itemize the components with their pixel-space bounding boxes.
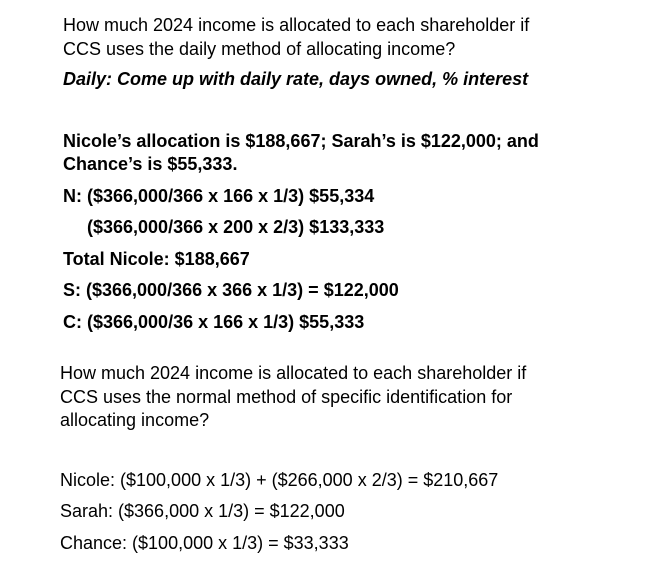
question-2-line-2: CCS uses the normal method of specific identification for — [60, 387, 513, 407]
chance-specific-calc: Chance: ($100,000 x 1/3) = $33,333 — [60, 533, 349, 553]
question-2-line-3: allocating income? — [60, 410, 210, 430]
chance-daily-calc: C: ($366,000/36 x 166 x 1/3) $55,333 — [63, 312, 365, 332]
question-2-line-1: How much 2024 income is allocated to each shareholder if — [60, 363, 527, 383]
sarah-daily-calc: S: ($366,000/366 x 366 x 1/3) = $122,000 — [63, 280, 399, 300]
nicole-daily-total: Total Nicole: $188,667 — [63, 249, 250, 269]
daily-method-note: Daily: Come up with daily rate, days owned, % interest — [63, 69, 529, 89]
question-1-line-2: CCS uses the daily method of allocating income? — [63, 39, 456, 59]
question-1-line-1: How much 2024 income is allocated to each shareholder if — [63, 15, 530, 35]
answer-1-summary-line-2: Chance’s is $55,333. — [63, 154, 238, 174]
nicole-daily-calc-2: ($366,000/366 x 200 x 2/3) $133,333 — [87, 217, 385, 237]
sarah-specific-calc: Sarah: ($366,000 x 1/3) = $122,000 — [60, 501, 345, 521]
nicole-specific-calc: Nicole: ($100,000 x 1/3) + ($266,000 x 2/3) = $210,667 — [60, 470, 499, 490]
nicole-daily-calc-1: N: ($366,000/366 x 166 x 1/3) $55,334 — [63, 186, 375, 206]
answer-1-summary-line-1: Nicole’s allocation is $188,667; Sarah’s is $122,000; and — [63, 131, 539, 151]
